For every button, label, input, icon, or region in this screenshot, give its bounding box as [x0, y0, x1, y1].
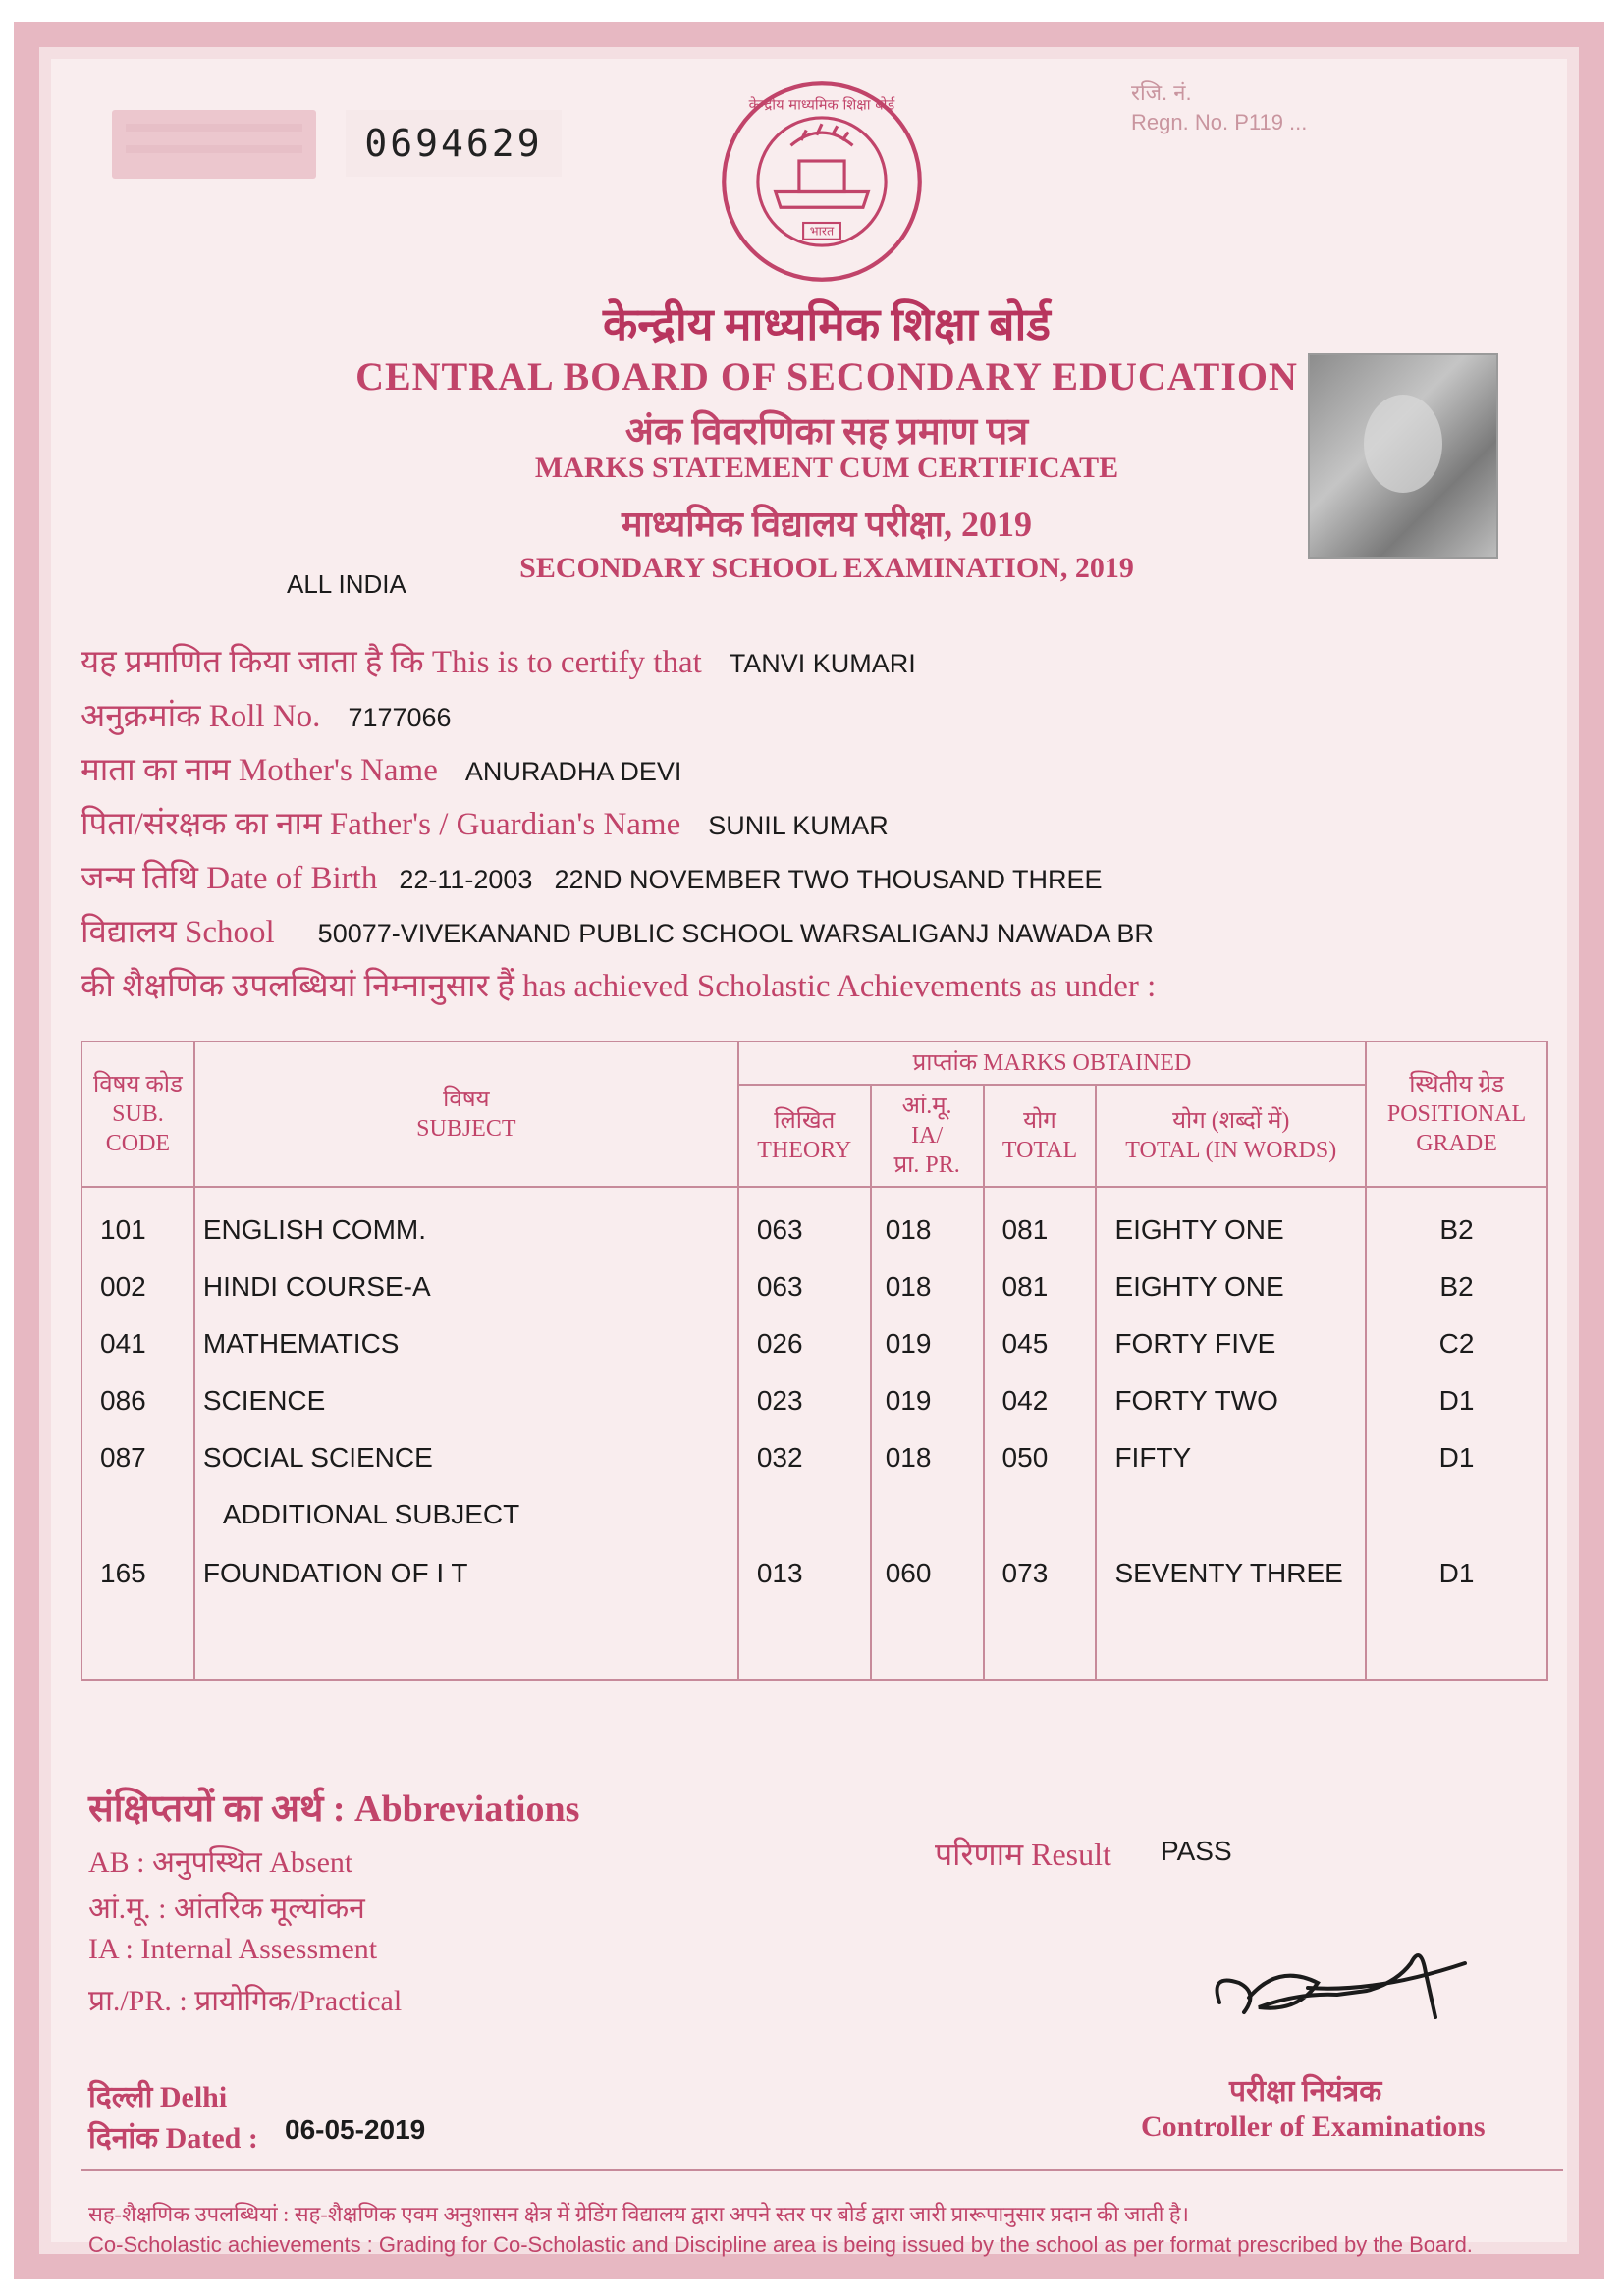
table-cell: EIGHTY ONE: [1114, 1271, 1284, 1302]
grade-column: [1366, 1187, 1547, 1659]
subject-header-english: SUBJECT: [416, 1116, 516, 1142]
father-label: पिता/संरक्षक का नाम Father's / Guardian's Name: [81, 807, 681, 842]
roll-number: 7177066: [348, 703, 452, 732]
table-cell: 018: [885, 1271, 932, 1302]
col-ia-header: [871, 1085, 984, 1187]
table-cell: 013: [756, 1558, 803, 1588]
grade-header-positional: POSITIONAL: [1386, 1101, 1527, 1127]
codes-column: [81, 1187, 194, 1659]
footer-note-english: Co-Scholastic achievements : Grading for Co-Scholastic and Discipline area is being issued by the school as per format prescribed by the Board.: [88, 2232, 1473, 2257]
table-cell: 165: [100, 1558, 146, 1588]
marks-obtained-header: प्राप्तांक MARKS OBTAINED: [738, 1041, 1366, 1085]
dob-words: 22ND NOVEMBER TWO THOUSAND THREE: [554, 865, 1103, 894]
achievements-heading: की शैक्षणिक उपलब्धियां निम्नानुसार हैं has achieved Scholastic Achievements as under :: [81, 969, 1157, 1004]
table-cell: B2: [1439, 1214, 1474, 1245]
reg-label-english: [1131, 108, 1307, 137]
table-cell: SOCIAL SCIENCE: [202, 1442, 433, 1472]
table-cell: 087: [100, 1442, 146, 1472]
col-words-header: [1096, 1085, 1366, 1187]
issue-place: दिल्ली Delhi: [88, 2081, 228, 2113]
table-cell: 101: [100, 1214, 146, 1245]
mother-row: [81, 746, 681, 790]
table-cell: 073: [1001, 1558, 1049, 1588]
code-header-hindi: विषय कोड: [93, 1072, 183, 1097]
total-header-english: TOTAL: [1001, 1138, 1078, 1163]
table-cell: EIGHTY ONE: [1114, 1214, 1284, 1245]
grade-header-grade: GRADE: [1416, 1131, 1497, 1156]
result-value: PASS: [1161, 1836, 1232, 1866]
reg-label: Regn. No.: [1131, 110, 1229, 134]
total-column: [984, 1187, 1097, 1659]
table-cell: ENGLISH COMM.: [202, 1214, 426, 1245]
table-cell: 060: [885, 1558, 932, 1588]
table-cell: HINDI COURSE-A: [202, 1271, 431, 1302]
table-cell: 026: [756, 1328, 803, 1359]
board-name-hindi: केन्द्रीय माध्यमिक शिक्षा बोर्ड: [602, 299, 1052, 349]
registration-number: [1131, 79, 1307, 137]
school-name: 50077-VIVEKANAND PUBLIC SCHOOL WARSALIGANJ NAWADA BR: [317, 919, 1154, 948]
exam-scope: ALL INDIA: [287, 569, 406, 599]
mother-name: ANURADHA DEVI: [464, 757, 682, 786]
subject-header-hindi: विषय: [443, 1087, 490, 1112]
words-column: [1096, 1187, 1366, 1659]
reg-label-hindi: रजि. नं.: [1131, 80, 1192, 105]
ia-header-english: IA/: [911, 1123, 944, 1148]
table-cell: 081: [1001, 1214, 1049, 1245]
abbreviation-item: IA : Internal Assessment: [88, 1933, 378, 1965]
table-cell: D1: [1438, 1385, 1475, 1415]
abbreviation-item: प्रा./PR. : प्रायोगिक/Practical: [88, 1985, 403, 2017]
table-cell: 042: [1001, 1385, 1049, 1415]
father-row: [81, 800, 889, 844]
table-cell: 086: [100, 1385, 146, 1415]
footer-note-hindi: सह-शैक्षणिक उपलब्धियां : सह-शैक्षणिक एवम अनुशासन क्षेत्र में ग्रेडिंग विद्यालय द्वारा अपने स्तर पर बोर्ड द्वारा जारी प्रारूपानुसार प्रदान की जाती है।: [88, 2202, 1189, 2226]
abbreviation-item: AB : अनुपस्थित Absent: [88, 1846, 353, 1879]
table-cell: 041: [100, 1328, 146, 1359]
col-code-header: [81, 1041, 194, 1187]
exam-title-english: SECONDARY SCHOOL EXAMINATION, 2019: [519, 552, 1134, 584]
grade-header-hindi: स्थितीय ग्रेड: [1409, 1072, 1504, 1097]
school-row: [81, 908, 1154, 952]
col-theory-header: [738, 1085, 871, 1187]
table-cell: 018: [885, 1214, 932, 1245]
certificate-body: [51, 59, 1567, 2257]
table-cell: 018: [885, 1442, 932, 1472]
table-cell: MATHEMATICS: [202, 1328, 400, 1359]
col-subject-header: [194, 1041, 738, 1187]
document-title-hindi: अंक विवरणिका सह प्रमाण पत्र: [624, 411, 1029, 453]
controller-signature: [1200, 1924, 1494, 2071]
roll-row: [81, 692, 452, 736]
ia-header-hindi: आं.मू.: [901, 1094, 952, 1119]
theory-header-hindi: लिखित: [774, 1108, 836, 1134]
document-title-english: MARKS STATEMENT CUM CERTIFICATE: [534, 452, 1119, 484]
abbreviations-title: संक्षिप्तयों का अर्थ : Abbreviations: [88, 1789, 580, 1830]
controller-title-english: Controller of Examinations: [1141, 2110, 1486, 2143]
theory-header-english: THEORY: [757, 1138, 852, 1163]
table-cell: B2: [1439, 1271, 1474, 1302]
father-name: SUNIL KUMAR: [708, 811, 889, 840]
certificate-sheet: [14, 22, 1604, 2279]
col-grade-header: [1366, 1041, 1547, 1187]
controller-title-hindi: परीक्षा नियंत्रक: [1229, 2075, 1382, 2108]
reg-value: P119 ...: [1234, 110, 1308, 134]
table-cell: D1: [1438, 1558, 1475, 1588]
col-total-header: [984, 1085, 1097, 1187]
table-cell: SCIENCE: [202, 1385, 326, 1415]
dob-row: [81, 854, 1103, 898]
faded-stamp: [112, 110, 316, 179]
code-header-code: CODE: [105, 1131, 171, 1156]
school-label: विद्यालय School: [81, 915, 275, 950]
table-cell: C2: [1438, 1328, 1475, 1359]
result-label: परिणाम Result: [935, 1837, 1111, 1872]
issue-date-label: दिनांक Dated :: [88, 2122, 258, 2155]
table-cell: FORTY FIVE: [1114, 1328, 1276, 1359]
table-cell: 023: [756, 1385, 803, 1415]
table-cell: 081: [1001, 1271, 1049, 1302]
table-cell: 032: [756, 1442, 803, 1472]
table-cell: SEVENTY THREE: [1114, 1558, 1343, 1588]
ia-column: [871, 1187, 984, 1659]
table-cell: 019: [885, 1328, 932, 1359]
table-cell: FORTY TWO: [1114, 1385, 1278, 1415]
table-cell: 045: [1001, 1328, 1049, 1359]
roll-label: अनुक्रमांक Roll No.: [81, 699, 321, 734]
table-cell: FIFTY: [1114, 1442, 1192, 1472]
board-seal-icon: [719, 79, 925, 285]
table-cell: 063: [756, 1271, 803, 1302]
ia-header-practical: प्रा. PR.: [893, 1152, 960, 1178]
dob-label: जन्म तिथि Date of Birth: [81, 861, 378, 896]
code-header-sub: SUB.: [112, 1101, 164, 1127]
words-header-hindi: योग (शब्दों में): [1172, 1108, 1290, 1134]
student-name: TANVI KUMARI: [729, 649, 916, 678]
serial-number: 0694629: [346, 110, 562, 177]
certify-row: [81, 638, 916, 682]
marks-table: [81, 1041, 1548, 1681]
svg-text:केन्द्रीय माध्यमिक शिक्षा बोर्: केन्द्रीय माध्यमिक शिक्षा बोर्ड: [748, 96, 895, 114]
additional-subject-label: ADDITIONAL SUBJECT: [222, 1499, 520, 1529]
certify-label: यह प्रमाणित किया जाता है कि This is to certify that: [81, 645, 702, 680]
table-cell: 002: [100, 1271, 146, 1302]
abbreviation-item: आं.मू. : आंतरिक मूल्यांकन: [88, 1893, 365, 1925]
table-cell: 050: [1001, 1442, 1049, 1472]
table-cell: 019: [885, 1385, 932, 1415]
svg-text:भारत: भारत: [809, 223, 835, 239]
board-name-english: CENTRAL BOARD OF SECONDARY EDUCATION: [355, 354, 1298, 399]
subjects-column: [194, 1187, 738, 1659]
exam-title-hindi: माध्यमिक विद्यालय परीक्षा, 2019: [621, 505, 1033, 544]
table-cell: 063: [756, 1214, 803, 1245]
issue-date: 06-05-2019: [285, 2114, 426, 2145]
table-cell: FOUNDATION OF I T: [202, 1558, 468, 1588]
footer-divider: [81, 2169, 1563, 2171]
table-cell: D1: [1438, 1442, 1475, 1472]
dob-value: 22-11-2003: [399, 865, 533, 894]
theory-column: [738, 1187, 871, 1659]
mother-label: माता का नाम Mother's Name: [81, 753, 438, 788]
words-header-english: TOTAL (IN WORDS): [1125, 1138, 1337, 1163]
total-header-hindi: योग: [1023, 1108, 1056, 1134]
